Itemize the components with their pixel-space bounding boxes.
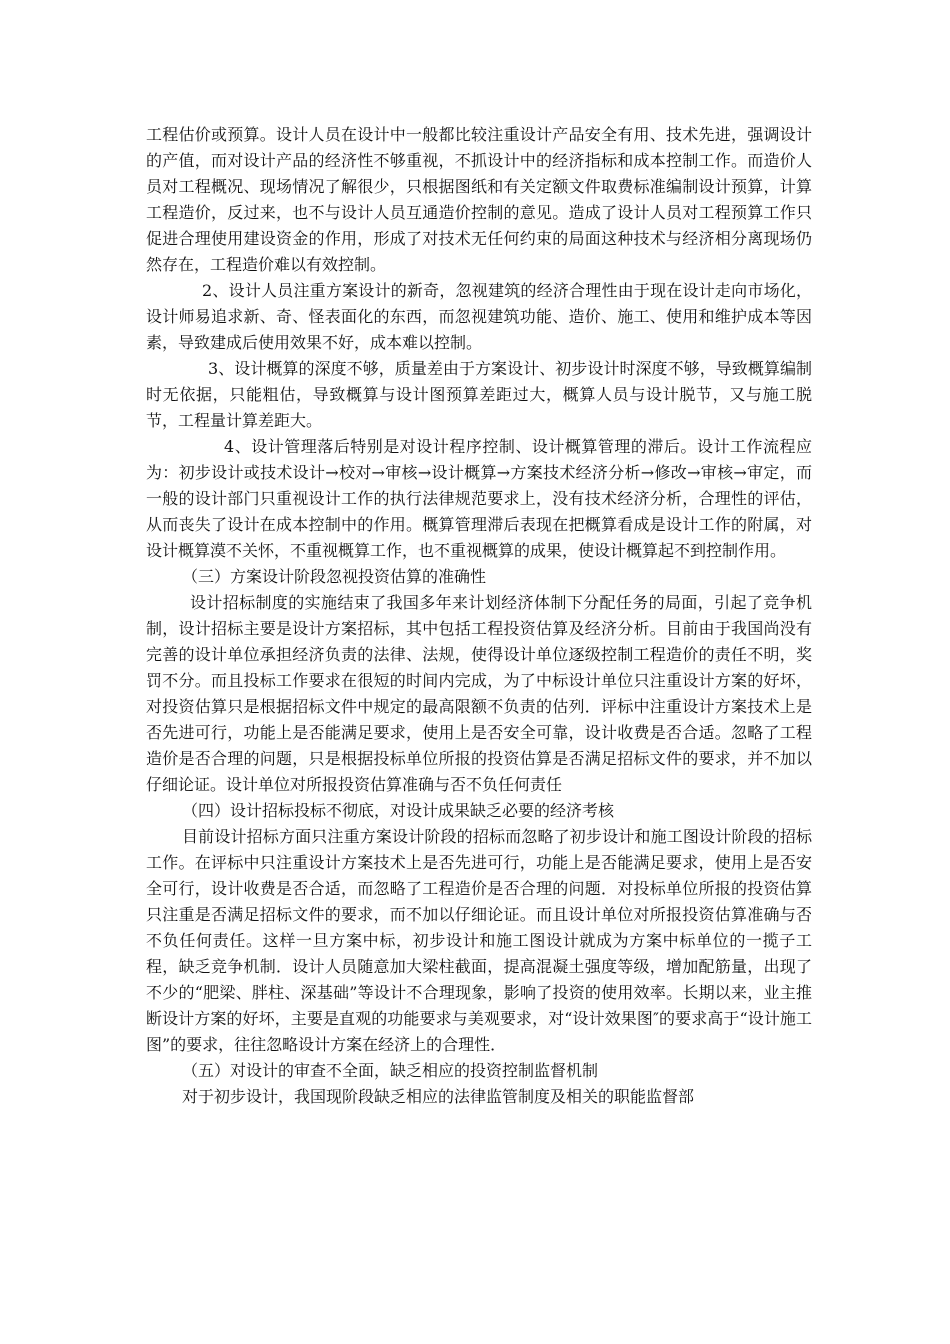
paragraph-point-4: 4、设计管理落后特别是对设计程序控制、设计概算管理的滞后。设计工作流程应为：初步设计或技术设计→校对→审核→设计概算→方案技术经济分析→修改→审核→审定，而一般的设计部门只重视设计工作的执行法律规范要求上，没有技术经济分析，合理性的评估，从而丧失了设计在成本控制中的作用。概算管理滞后表现在把概算看成是设计工作的附属，对设计概算漠不关怀，不重视概算工作，也不重视概算的成果，使设计概算起不到控制作用。: [146, 437, 812, 560]
document-body: [146, 122, 812, 1110]
paragraph-point-2: 2、设计人员注重方案设计的新奇，忽视建筑的经济合理性由于现在设计走向市场化，设计师易追求新、奇、怪表面化的东西，而忽视建筑功能、造价、施工、使用和维护成本等因素，导致建成后使用效果不好，成本难以控制。: [146, 281, 812, 352]
section-heading-5: （五）对设计的审查不全面，缺乏相应的投资控制监督机制: [182, 1061, 599, 1080]
paragraph-bidding-system: 设计招标制度的实施结束了我国多年来计划经济体制下分配任务的局面，引起了竞争机制，设计招标主要是设计方案招标，其中包括工程投资估算及经济分析。目前由于我国尚没有完善的设计单位承担经济负责的法律、法规，使得设计单位逐级控制工程造价的责任不明，奖罚不分。而且投标工作要求在很短的时间内完成，为了中标设计单位只注重设计方案的好坏，对投资估算只是根据招标文件中规定的最高限额不负责的估列．评标中注重设计方案技术上是否先进可行，功能上是否能满足要求，使用上是否安全可靠，设计收费是否合适。忽略了工程造价是否合理的问题，只是根据投标单位所报的投资估算是否满足招标文件的要求，并不加以仔细论证。设计单位对所报投资估算准确与否不负任何责任: [146, 593, 812, 794]
paragraph-preliminary-design: 对于初步设计，我国现阶段缺乏相应的法律监管制度及相关的职能监督部: [182, 1087, 695, 1106]
paragraph-design-bidding: 目前设计招标方面只注重方案设计阶段的招标而忽略了初步设计和施工图设计阶段的招标工作。在评标中只注重设计方案技术上是否先进可行，功能上是否能满足要求，使用上是否安全可行，设计收费是否合适，而忽略了工程造价是否合理的问题．对投标单位所报的投资估算只注重是否满足招标文件的要求，而不加以仔细论证。而且设计单位对所报投资估算准确与否不负任何责任。这样一旦方案中标，初步设计和施工图设计就成为方案中标单位的一揽子工程，缺乏竞争机制．设计人员随意加大梁柱截面，提高混凝土强度等级，增加配筋量，出现了不少的“肥梁、胖柱、深基础”等设计不合理现象，影响了投资的使用效率。长期以来，业主推断设计方案的好坏，主要是直观的功能要求与美观要求，对“设计效果图″的要求高于“设计施工图”的要求，往往忽略设计方案在经济上的合理性．: [146, 827, 812, 1054]
section-heading-4: （四）设计招标投标不彻底，对设计成果缺乏必要的经济考核: [182, 801, 615, 820]
section-heading-3: （三）方案设计阶段忽视投资估算的准确性: [182, 567, 487, 586]
paragraph-point-3: 3、设计概算的深度不够，质量差由于方案设计、初步设计时深度不够，导致概算编制时无依据，只能粗估，导致概算与设计图预算差距过大，概算人员与设计脱节，又与施工脱节，工程量计算差距大。: [146, 359, 812, 430]
paragraph-cost-estimation: 工程估价或预算。设计人员在设计中一般都比较注重设计产品安全有用、技术先进，强调设计的产值，而对设计产品的经济性不够重视，不抓设计中的经济指标和成本控制工作。而造价人员对工程概况、现场情况了解很少，只根据图纸和有关定额文件取费标准编制设计预算，计算工程造价，反过来，也不与设计人员互通造价控制的意见。造成了设计人员对工程预算工作只促进合理使用建设资金的作用，形成了对技术无任何约束的局面这种技术与经济相分离现场仍然存在，工程造价难以有效控制。: [146, 125, 812, 274]
